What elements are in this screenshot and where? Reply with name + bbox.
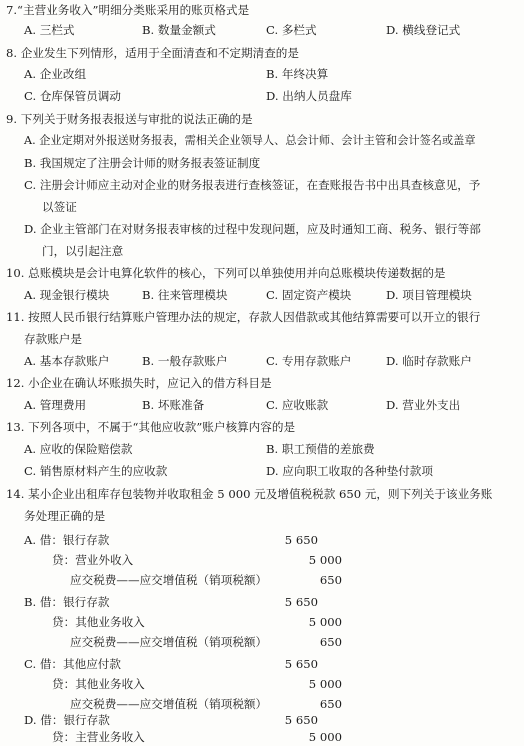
question-14-stem — [0, 484, 524, 504]
stem-text: 10. 总账模块是会计电算化软件的核心，下列可以单独使用并向总账模块传递数据的是 — [6, 266, 446, 280]
option-d: D. 应向职工收取的各种垫付款项 — [266, 464, 433, 478]
question-13-stem — [0, 417, 524, 437]
entry-a-debit — [0, 530, 524, 550]
stem-text: 12. 小企业在确认坏账损失时，应记入的借方科目是 — [6, 376, 272, 390]
entry-b-debit — [0, 592, 524, 612]
entry-debit-amount: 5 650 — [284, 533, 318, 547]
entry-c-credit-2 — [0, 694, 524, 714]
question-8-stem — [0, 43, 524, 63]
question-10-options — [0, 285, 524, 305]
entry-credit-amount: 650 — [319, 573, 342, 587]
entry-credit-amount: 5 000 — [308, 677, 342, 691]
entry-b-credit-2 — [0, 632, 524, 652]
entry-credit-account: 贷：营业外收入 — [52, 553, 134, 567]
option-c: C. 专用存款账户 — [266, 354, 352, 368]
entry-credit-amount: 650 — [319, 697, 342, 711]
option-c: C. 多栏式 — [266, 23, 317, 37]
stem-text: 8. 企业发生下列情形，适用于全面清查和不定期清查的是 — [6, 46, 299, 60]
option-c: C. 应收账款 — [266, 398, 329, 412]
question-9-option-d-continued — [0, 241, 524, 261]
option-d: D. 横线登记式 — [386, 23, 461, 37]
entry-credit-account: 贷：其他业务收入 — [52, 677, 145, 691]
option-c-continued: 以签证 — [42, 200, 77, 214]
entry-credit-account: 应交税费——应交增值税（销项税额） — [70, 573, 268, 587]
entry-c-credit-1 — [0, 674, 524, 694]
option-b: B. 一般存款账户 — [142, 354, 228, 368]
option-b: B. 职工预借的差旅费 — [266, 442, 375, 456]
entry-a-credit-2 — [0, 570, 524, 590]
option-a: A. 管理费用 — [24, 398, 87, 412]
stem-text: 9. 下列关于财务报表报送与审批的说法正确的是 — [6, 112, 253, 126]
entry-credit-amount: 5 000 — [308, 553, 342, 567]
entry-debit-account: C. 借：其他应付款 — [24, 657, 121, 671]
option-b: B. 数量金额式 — [142, 23, 216, 37]
question-10-stem — [0, 263, 524, 283]
option-d-continued: 门，以引起注意 — [42, 244, 124, 258]
question-9-option-d — [0, 219, 524, 239]
option-d: D. 企业主管部门在对财务报表审核的过程中发现问题，应及时通知工商、税务、银行等部 — [24, 222, 481, 236]
option-a: A. 基本存款账户 — [24, 354, 110, 368]
option-b: B. 年终决算 — [266, 67, 329, 81]
entry-d-debit — [0, 712, 524, 729]
option-d: D. 临时存款账户 — [386, 354, 472, 368]
entry-debit-amount: 5 650 — [284, 713, 318, 727]
option-c: C. 仓库保管员调动 — [24, 89, 121, 103]
entry-credit-amount: 5 000 — [308, 615, 342, 629]
entry-credit-account: 贷：主营业务收入 — [52, 730, 145, 744]
entry-debit-amount: 5 650 — [284, 595, 318, 609]
option-a: A. 企业定期对外报送财务报表，需相关企业领导人、总会计师、会计主管和会计签名或盖章 — [24, 134, 476, 147]
option-a: A. 三栏式 — [24, 23, 75, 37]
stem-text: 14. 某小企业出租库存包装物并收取租金 5 000 元及增值税税款 650 元，则下列关于该业务账 — [6, 487, 493, 501]
stem-text-continued: 务处理正确的是 — [24, 509, 106, 523]
question-8-options-row-1 — [0, 64, 524, 84]
option-a: A. 应收的保险赔偿款 — [24, 442, 133, 456]
entry-c-debit — [0, 654, 524, 674]
entry-credit-account: 应交税费——应交增值税（销项税额） — [70, 635, 268, 649]
question-9-option-a — [0, 131, 524, 151]
option-d: D. 营业外支出 — [386, 398, 461, 412]
option-c: C. 固定资产模块 — [266, 288, 352, 302]
stem-text: 11. 按照人民币银行结算账户管理办法的规定，存款人因借款或其他结算需要可以开立的银行 — [6, 310, 481, 324]
option-a: A. 现金银行模块 — [24, 288, 110, 302]
option-b: B. 坏账准备 — [142, 398, 205, 412]
entry-credit-amount: 650 — [319, 635, 342, 649]
question-11-options — [0, 351, 524, 371]
option-d: D. 出纳人员盘库 — [266, 89, 352, 103]
question-9-option-b — [0, 153, 524, 173]
option-a: A. 企业改组 — [24, 67, 87, 81]
question-13-options-row-2 — [0, 461, 524, 481]
stem-text: 13. 下列各项中，不属于“其他应收款”账户核算内容的是 — [6, 420, 296, 434]
option-d: D. 项目管理模块 — [386, 288, 472, 302]
entry-debit-account: B. 借：银行存款 — [24, 595, 110, 609]
question-14-stem-continued — [0, 506, 524, 526]
option-b: B. 往来管理模块 — [142, 288, 228, 302]
option-c: C. 注册会计师应主动对企业的财务报表进行查核签证，在查账报告书中出具查核意见，予 — [24, 178, 481, 192]
stem-text: 7.“主营业务收入”明细分类账采用的账页格式是 — [6, 3, 250, 17]
entry-credit-account: 贷：其他业务收入 — [52, 615, 145, 629]
entry-credit-amount: 5 000 — [308, 730, 342, 744]
entry-credit-account: 应交税费——应交增值税（销项税额） — [70, 697, 268, 711]
stem-text-continued: 存款账户是 — [24, 332, 82, 346]
option-b: B. 我国规定了注册会计师的财务报表签证制度 — [24, 156, 261, 170]
question-9-stem — [0, 109, 524, 129]
question-9-option-c — [0, 175, 524, 195]
question-7-options — [0, 20, 524, 40]
question-13-options-row-1 — [0, 439, 524, 459]
question-8-options-row-2 — [0, 86, 524, 106]
question-7-stem — [0, 0, 524, 20]
question-12-stem — [0, 373, 524, 393]
question-9-option-c-continued — [0, 197, 524, 217]
entry-a-credit-1 — [0, 550, 524, 570]
entry-debit-amount: 5 650 — [284, 657, 318, 671]
option-c: C. 销售原材料产生的应收款 — [24, 464, 168, 478]
question-11-stem — [0, 307, 524, 327]
entry-debit-account: A. 借：银行存款 — [24, 533, 110, 547]
entry-d-credit-1 — [0, 729, 524, 746]
entry-b-credit-1 — [0, 612, 524, 632]
question-12-options — [0, 395, 524, 415]
question-11-stem-continued — [0, 329, 524, 349]
entry-debit-account: D. 借：银行存款 — [24, 713, 110, 727]
